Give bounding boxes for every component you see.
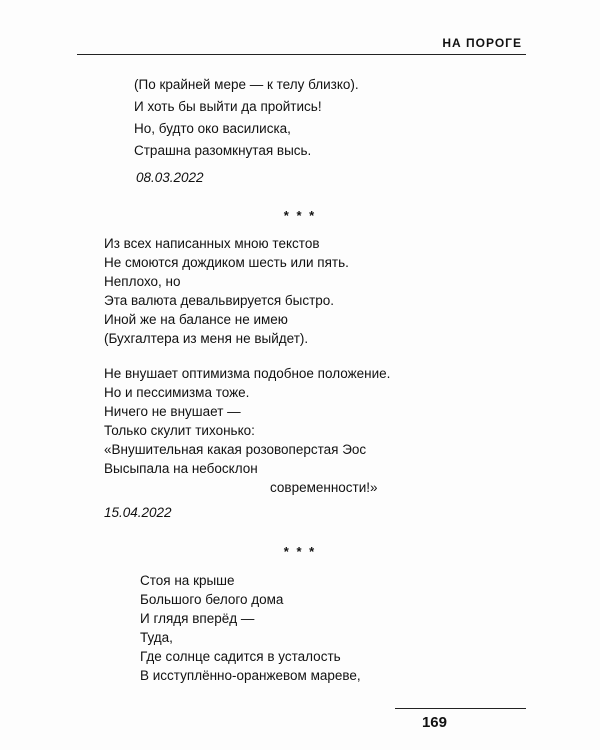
section-separator: * * * (283, 544, 317, 559)
poem-line: И хоть бы выйти да пройтись! (134, 99, 322, 114)
page-number: 169 (421, 714, 447, 731)
poem-line-indented: современности!» (270, 480, 378, 495)
poem-line: Стоя на крыше (140, 573, 235, 588)
poem-date: 08.03.2022 (136, 170, 204, 185)
poem-line: Но, будто око василиска, (134, 121, 291, 136)
poem-line: Страшна разомкнутая высь. (134, 143, 312, 158)
poem-date: 15.04.2022 (104, 505, 172, 520)
poem-line: Высыпала на небосклон (104, 461, 258, 476)
poem-line: Не смоются дождиком шесть или пять. (104, 255, 349, 270)
running-title: НА ПОРОГЕ (442, 36, 522, 50)
poem-line: Только скулит тихонько: (104, 423, 255, 438)
footer-rule (395, 708, 526, 709)
poem-line: Эта валюта девальвируется быстро. (104, 293, 335, 308)
poem-line: Ничего не внушает — (104, 404, 241, 419)
poem-line: В исступлённо-оранжевом мареве, (140, 668, 361, 683)
poem-line: Неплохо, но (104, 274, 181, 289)
poem-line: Не внушает оптимизма подобное положение. (104, 366, 391, 381)
poem-line: «Внушительная какая розовоперстая Эос (104, 442, 367, 457)
poem-line: Иной же на балансе не имею (104, 312, 288, 327)
poem-line: И глядя вперёд — (140, 611, 255, 626)
poem-line: (По крайней мере — к телу близко). (134, 77, 359, 92)
section-separator: * * * (283, 208, 317, 223)
poem-line: Но и пессимизма тоже. (104, 385, 250, 400)
poem-line: (Бухгалтера из меня не выйдет). (104, 331, 309, 346)
poem-line: Где солнце садится в усталость (140, 649, 341, 664)
poem-line: Туда, (140, 630, 173, 645)
header-rule (77, 54, 526, 55)
poem-line: Большого белого дома (140, 592, 284, 607)
poem-line: Из всех написанных мною текстов (104, 236, 320, 251)
